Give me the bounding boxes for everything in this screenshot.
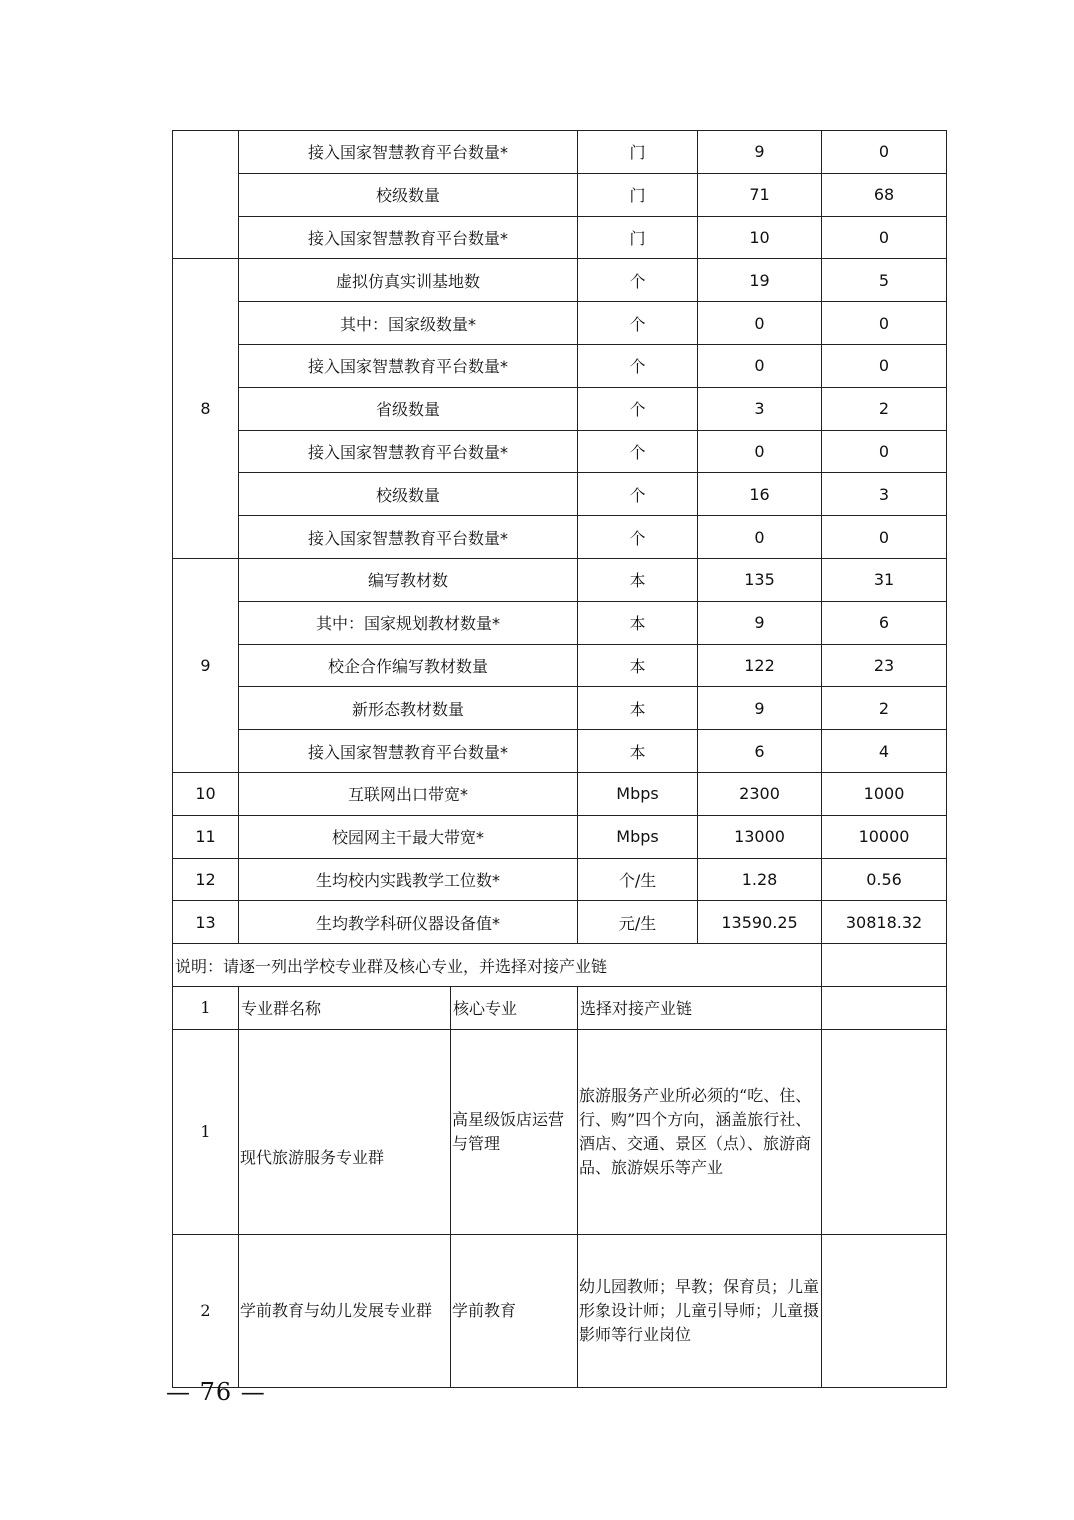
value-cell: 0 xyxy=(822,131,947,174)
unit-cell: 门 xyxy=(578,131,698,174)
value-cell: 5 xyxy=(822,259,947,302)
core-major-header: 核心专业 xyxy=(451,986,578,1029)
item-cell: 生均校内实践教学工位数* xyxy=(239,858,578,901)
item-cell: 其中：国家级数量* xyxy=(239,302,578,345)
empty-cell xyxy=(822,944,947,987)
value-cell: 2300 xyxy=(698,772,822,815)
empty-cell xyxy=(822,1029,947,1234)
item-cell: 生均教学科研仪器设备值* xyxy=(239,901,578,944)
group-number-cell xyxy=(173,131,239,259)
table-row xyxy=(173,259,947,302)
table-row xyxy=(173,516,947,559)
empty-cell xyxy=(822,986,947,1029)
value-cell: 122 xyxy=(698,644,822,687)
number-cell: 13 xyxy=(173,901,239,944)
note-cell: 说明：请逐一列出学校专业群及核心专业，并选择对接产业链 xyxy=(173,944,822,987)
unit-cell: 本 xyxy=(578,730,698,773)
item-cell: 接入国家智慧教育平台数量* xyxy=(239,131,578,174)
table-row xyxy=(173,430,947,473)
table-row xyxy=(173,730,947,773)
table-row xyxy=(173,216,947,259)
value-cell: 3 xyxy=(822,473,947,516)
value-cell: 13590.25 xyxy=(698,901,822,944)
unit-cell: 本 xyxy=(578,644,698,687)
value-cell: 4 xyxy=(822,730,947,773)
unit-cell: 个 xyxy=(578,302,698,345)
cluster-name: 学前教育与幼儿发展专业群 xyxy=(239,1234,451,1387)
value-cell: 31 xyxy=(822,558,947,601)
value-cell: 0 xyxy=(822,516,947,559)
value-cell: 2 xyxy=(822,387,947,430)
value-cell: 2 xyxy=(822,687,947,730)
value-cell: 0 xyxy=(822,216,947,259)
table-row xyxy=(173,1234,947,1387)
item-cell: 新形态教材数量 xyxy=(239,687,578,730)
unit-cell: 门 xyxy=(578,216,698,259)
value-cell: 23 xyxy=(822,644,947,687)
item-cell: 校级数量 xyxy=(239,173,578,216)
table-row xyxy=(173,131,947,174)
unit-cell: 个 xyxy=(578,344,698,387)
item-cell: 虚拟仿真实训基地数 xyxy=(239,259,578,302)
table-row xyxy=(173,687,947,730)
value-cell: 10 xyxy=(698,216,822,259)
unit-cell: 个/生 xyxy=(578,858,698,901)
table-row xyxy=(173,858,947,901)
table-row xyxy=(173,815,947,858)
value-cell: 9 xyxy=(698,601,822,644)
value-cell: 3 xyxy=(698,387,822,430)
unit-cell: 个 xyxy=(578,430,698,473)
data-table xyxy=(172,130,947,1388)
value-cell: 68 xyxy=(822,173,947,216)
item-cell: 接入国家智慧教育平台数量* xyxy=(239,216,578,259)
item-cell: 编写教材数 xyxy=(239,558,578,601)
value-cell: 0 xyxy=(698,344,822,387)
item-cell: 接入国家智慧教育平台数量* xyxy=(239,344,578,387)
value-cell: 9 xyxy=(698,687,822,730)
item-cell: 接入国家智慧教育平台数量* xyxy=(239,516,578,559)
number-cell: 10 xyxy=(173,772,239,815)
table-row xyxy=(173,173,947,216)
table-row xyxy=(173,986,947,1029)
item-cell: 校企合作编写教材数量 xyxy=(239,644,578,687)
value-cell: 71 xyxy=(698,173,822,216)
value-cell: 16 xyxy=(698,473,822,516)
unit-cell: 本 xyxy=(578,558,698,601)
table-row xyxy=(173,302,947,345)
value-cell: 0.56 xyxy=(822,858,947,901)
item-cell: 互联网出口带宽* xyxy=(239,772,578,815)
core-major: 高星级饭店运营与管理 xyxy=(451,1029,578,1234)
value-cell: 10000 xyxy=(822,815,947,858)
table-row xyxy=(173,344,947,387)
value-cell: 1000 xyxy=(822,772,947,815)
number-cell: 11 xyxy=(173,815,239,858)
table-row xyxy=(173,944,947,987)
cluster-name-header: 专业群名称 xyxy=(239,986,451,1029)
item-cell: 校级数量 xyxy=(239,473,578,516)
unit-cell: 个 xyxy=(578,259,698,302)
unit-cell: 元/生 xyxy=(578,901,698,944)
unit-cell: 本 xyxy=(578,601,698,644)
industry-chain: 幼儿园教师；早教；保育员；儿童形象设计师；儿童引导师；儿童摄影师等行业岗位 xyxy=(578,1234,822,1387)
table-row xyxy=(173,1029,947,1234)
table-row xyxy=(173,558,947,601)
value-cell: 0 xyxy=(822,344,947,387)
cluster-number: 2 xyxy=(173,1234,239,1387)
unit-cell: Mbps xyxy=(578,772,698,815)
value-cell: 9 xyxy=(698,131,822,174)
cluster-number: 1 xyxy=(173,1029,239,1234)
cluster-number-header: 1 xyxy=(173,986,239,1029)
item-cell: 校园网主干最大带宽* xyxy=(239,815,578,858)
page-number: — 76 — xyxy=(166,1378,266,1406)
item-cell: 其中：国家规划教材数量* xyxy=(239,601,578,644)
value-cell: 13000 xyxy=(698,815,822,858)
table-row xyxy=(173,601,947,644)
group-number-cell: 9 xyxy=(173,558,239,772)
table-row xyxy=(173,473,947,516)
table-row xyxy=(173,644,947,687)
table-row xyxy=(173,387,947,430)
item-cell: 接入国家智慧教育平台数量* xyxy=(239,430,578,473)
table-row xyxy=(173,901,947,944)
value-cell: 0 xyxy=(822,302,947,345)
core-major: 学前教育 xyxy=(451,1234,578,1387)
value-cell: 0 xyxy=(698,302,822,345)
value-cell: 1.28 xyxy=(698,858,822,901)
value-cell: 135 xyxy=(698,558,822,601)
item-cell: 接入国家智慧教育平台数量* xyxy=(239,730,578,773)
empty-cell xyxy=(822,1234,947,1387)
value-cell: 0 xyxy=(698,516,822,559)
unit-cell: 门 xyxy=(578,173,698,216)
cluster-name: 现代旅游服务专业群 xyxy=(239,1029,451,1234)
industry-chain: 旅游服务产业所必须的“吃、住、行、购”四个方向，涵盖旅行社、酒店、交通、景区（点）、旅游商品、旅游娱乐等产业 xyxy=(578,1029,822,1234)
value-cell: 19 xyxy=(698,259,822,302)
item-cell: 省级数量 xyxy=(239,387,578,430)
unit-cell: 本 xyxy=(578,687,698,730)
value-cell: 6 xyxy=(698,730,822,773)
value-cell: 0 xyxy=(822,430,947,473)
unit-cell: 个 xyxy=(578,473,698,516)
value-cell: 6 xyxy=(822,601,947,644)
unit-cell: 个 xyxy=(578,387,698,430)
table-row xyxy=(173,772,947,815)
value-cell: 0 xyxy=(698,430,822,473)
number-cell: 12 xyxy=(173,858,239,901)
group-number-cell: 8 xyxy=(173,259,239,559)
value-cell: 30818.32 xyxy=(822,901,947,944)
unit-cell: 个 xyxy=(578,516,698,559)
industry-chain-header: 选择对接产业链 xyxy=(578,986,822,1029)
unit-cell: Mbps xyxy=(578,815,698,858)
